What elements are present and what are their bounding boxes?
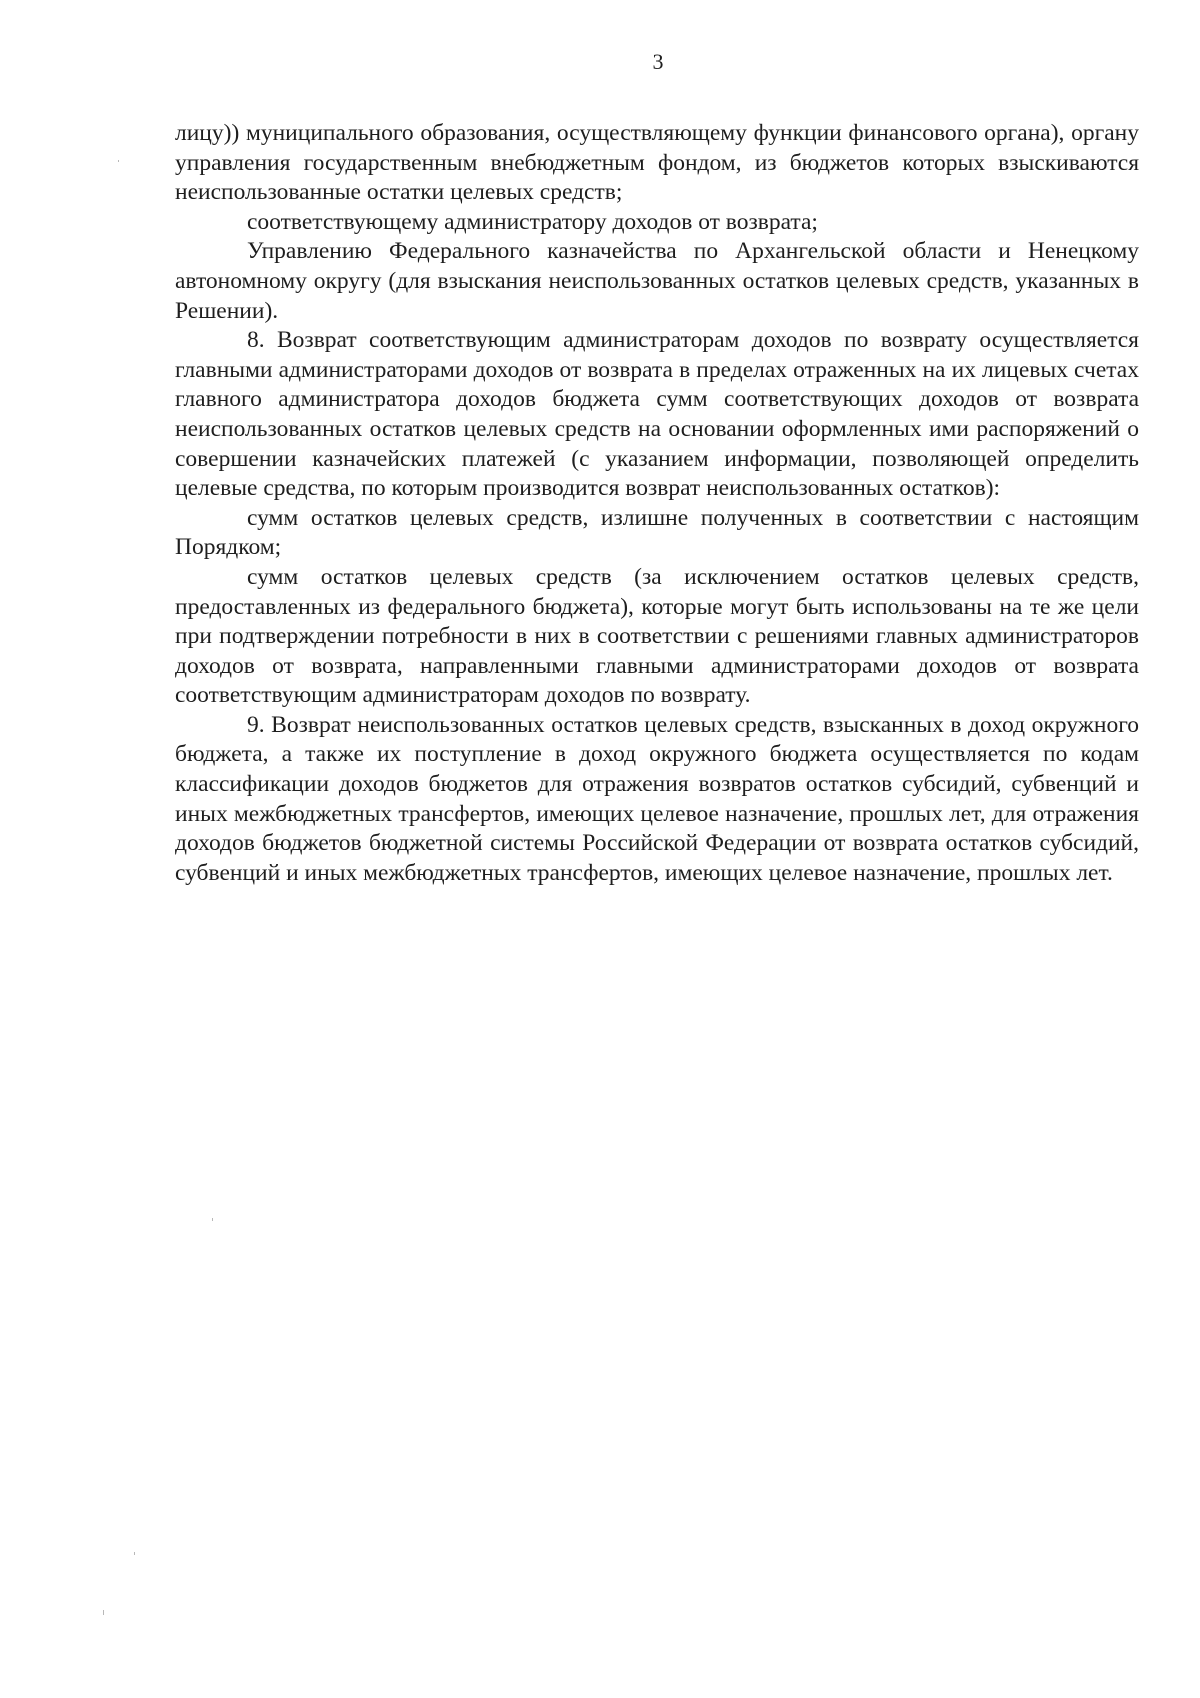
page-number: 3 — [652, 49, 664, 74]
paragraph-item-9: 9. Возврат неиспользованных остатков целевых средств, взысканных в доход окружного бюджета, а также их поступление в доход окружного бюджета осуществляется по кодам классификации доходов бюджетов для отражения возвратов остатков субсидий, субвенций и иных межбюджетных трансфертов, имеющих целевое назначение, прошлых лет, для отражения доходов бюджетов бюджетной системы Российской Федерации от возврата остатков субсидий, субвенций и иных межбюджетных трансфертов, имеющих целевое назначение, прошлых лет. — [175, 711, 1139, 886]
paragraph-recipient-administrator: соответствующему администратору доходов от возврата; — [247, 208, 818, 235]
paragraph-continuation: лицу)) муниципального образования, осуществляющему функции финансового органа), органу управления государственным внебюджетным фондом, из бюджетов которых взыскиваются неиспользованные остатки целевых средств; — [175, 120, 1139, 206]
scan-speck — [212, 1218, 213, 1221]
paragraph-recipient-treasury: Управлению Федерального казначейства по Архангельской области и Ненецкому автономному округу (для взыскания неиспользованных остатков целевых средств, указанных в Решении). — [175, 238, 1139, 324]
paragraph-item-8: 8. Возврат соответствующим администраторам доходов по возврату осуществляется главными администраторами доходов от возврата в пределах отраженных на их лицевых счетах главного администратора доходов бюджета сумм соответствующих доходов от возврата неиспользованных остатков целевых средств на основании оформленных ими распоряжений о совершении казначейских платежей (с указанием информации, позволяющей определить целевые средства, по которым производится возврат неиспользованных остатков): — [175, 327, 1139, 502]
paragraph-item-8-sub-1: сумм остатков целевых средств, излишне полученных в соответствии с настоящим Порядком; — [175, 504, 1139, 561]
scan-speck — [134, 1552, 135, 1555]
scan-speck — [103, 1610, 104, 1615]
document-body — [175, 119, 1139, 888]
paragraph-item-8-sub-2: сумм остатков целевых средств (за исключением остатков целевых средств, предоставленных из федерального бюджета), которые могут быть использованы на те же цели при подтверждении потребности в них в соответствии с решениями главных администраторов доходов от возврата, направленными главными администраторами доходов от возврата соответствующим администраторам доходов по возврату. — [175, 563, 1139, 709]
scan-speck — [118, 160, 119, 162]
